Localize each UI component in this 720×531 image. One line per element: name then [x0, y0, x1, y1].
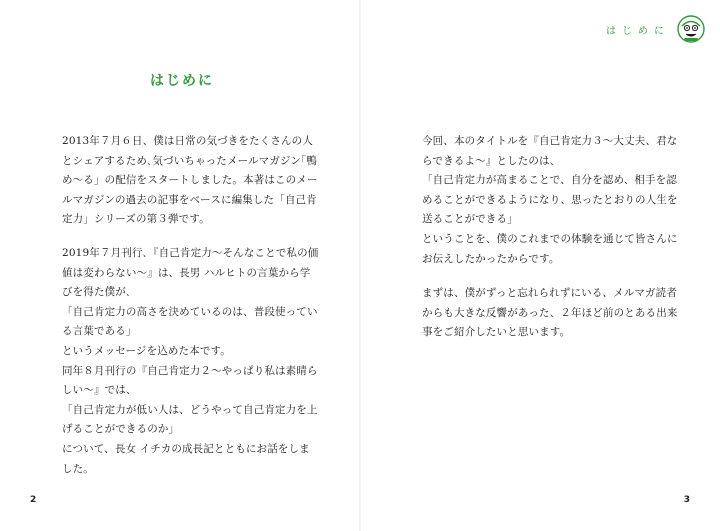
body-paragraph: 2019年７月刊行､『自己肯定力〜そんなことで私の価 値は変わらない〜』は、長男 ハルヒトの言葉から学 びを得た僕が､ 「自己肯定力の高さを決めているのは、普段使ってい る言葉である」 というメッセージを込めた本です。 同年８月刊行の『自己肯定力２〜やっぱり私は素晴ら しい〜』では、 「自己肯定力が低い人は、どうやって自己肯定力を上 げることができるのか」 について、長女 イチカの成長記とともにお話をしま した。	[62, 247, 319, 475]
body-paragraph: 今回、本のタイトルを『自己肯定力３〜大丈夫、君な らできるよ〜』としたのは、 「自己肯定力が高まることで、自分を認め、相手を認 めることができるようになり、思ったとおりの人生を 送ることができる」 ということを、僕のこれまでの体験を通じて皆さんに お伝えしたかったからです。	[422, 135, 678, 265]
body-paragraph: 2013年７月６日、僕は日常の気づきをたくさんの人 とシェアするため､気づいちゃったメールマガジン｢鴨 め〜る」の配信をスタートしました。本著はこのメー ルマガジンの過去の記事をベースに編集した「自己肯 定力」シリーズの第３弾です。	[62, 135, 318, 226]
page-number: 3	[683, 495, 690, 505]
right-page	[360, 0, 720, 531]
face-mascot-icon	[676, 14, 706, 44]
body-paragraph: まずは、僕がずっと忘れられずにいる、メルマガ読者 からも大きな反響があった、２年ほど前のとある出来 事をご紹介したいと思います。	[422, 287, 678, 339]
page-number: 2	[30, 495, 37, 505]
chapter-title: はじめに	[150, 73, 214, 89]
running-header	[606, 14, 706, 44]
running-title: はじめに	[606, 25, 670, 37]
